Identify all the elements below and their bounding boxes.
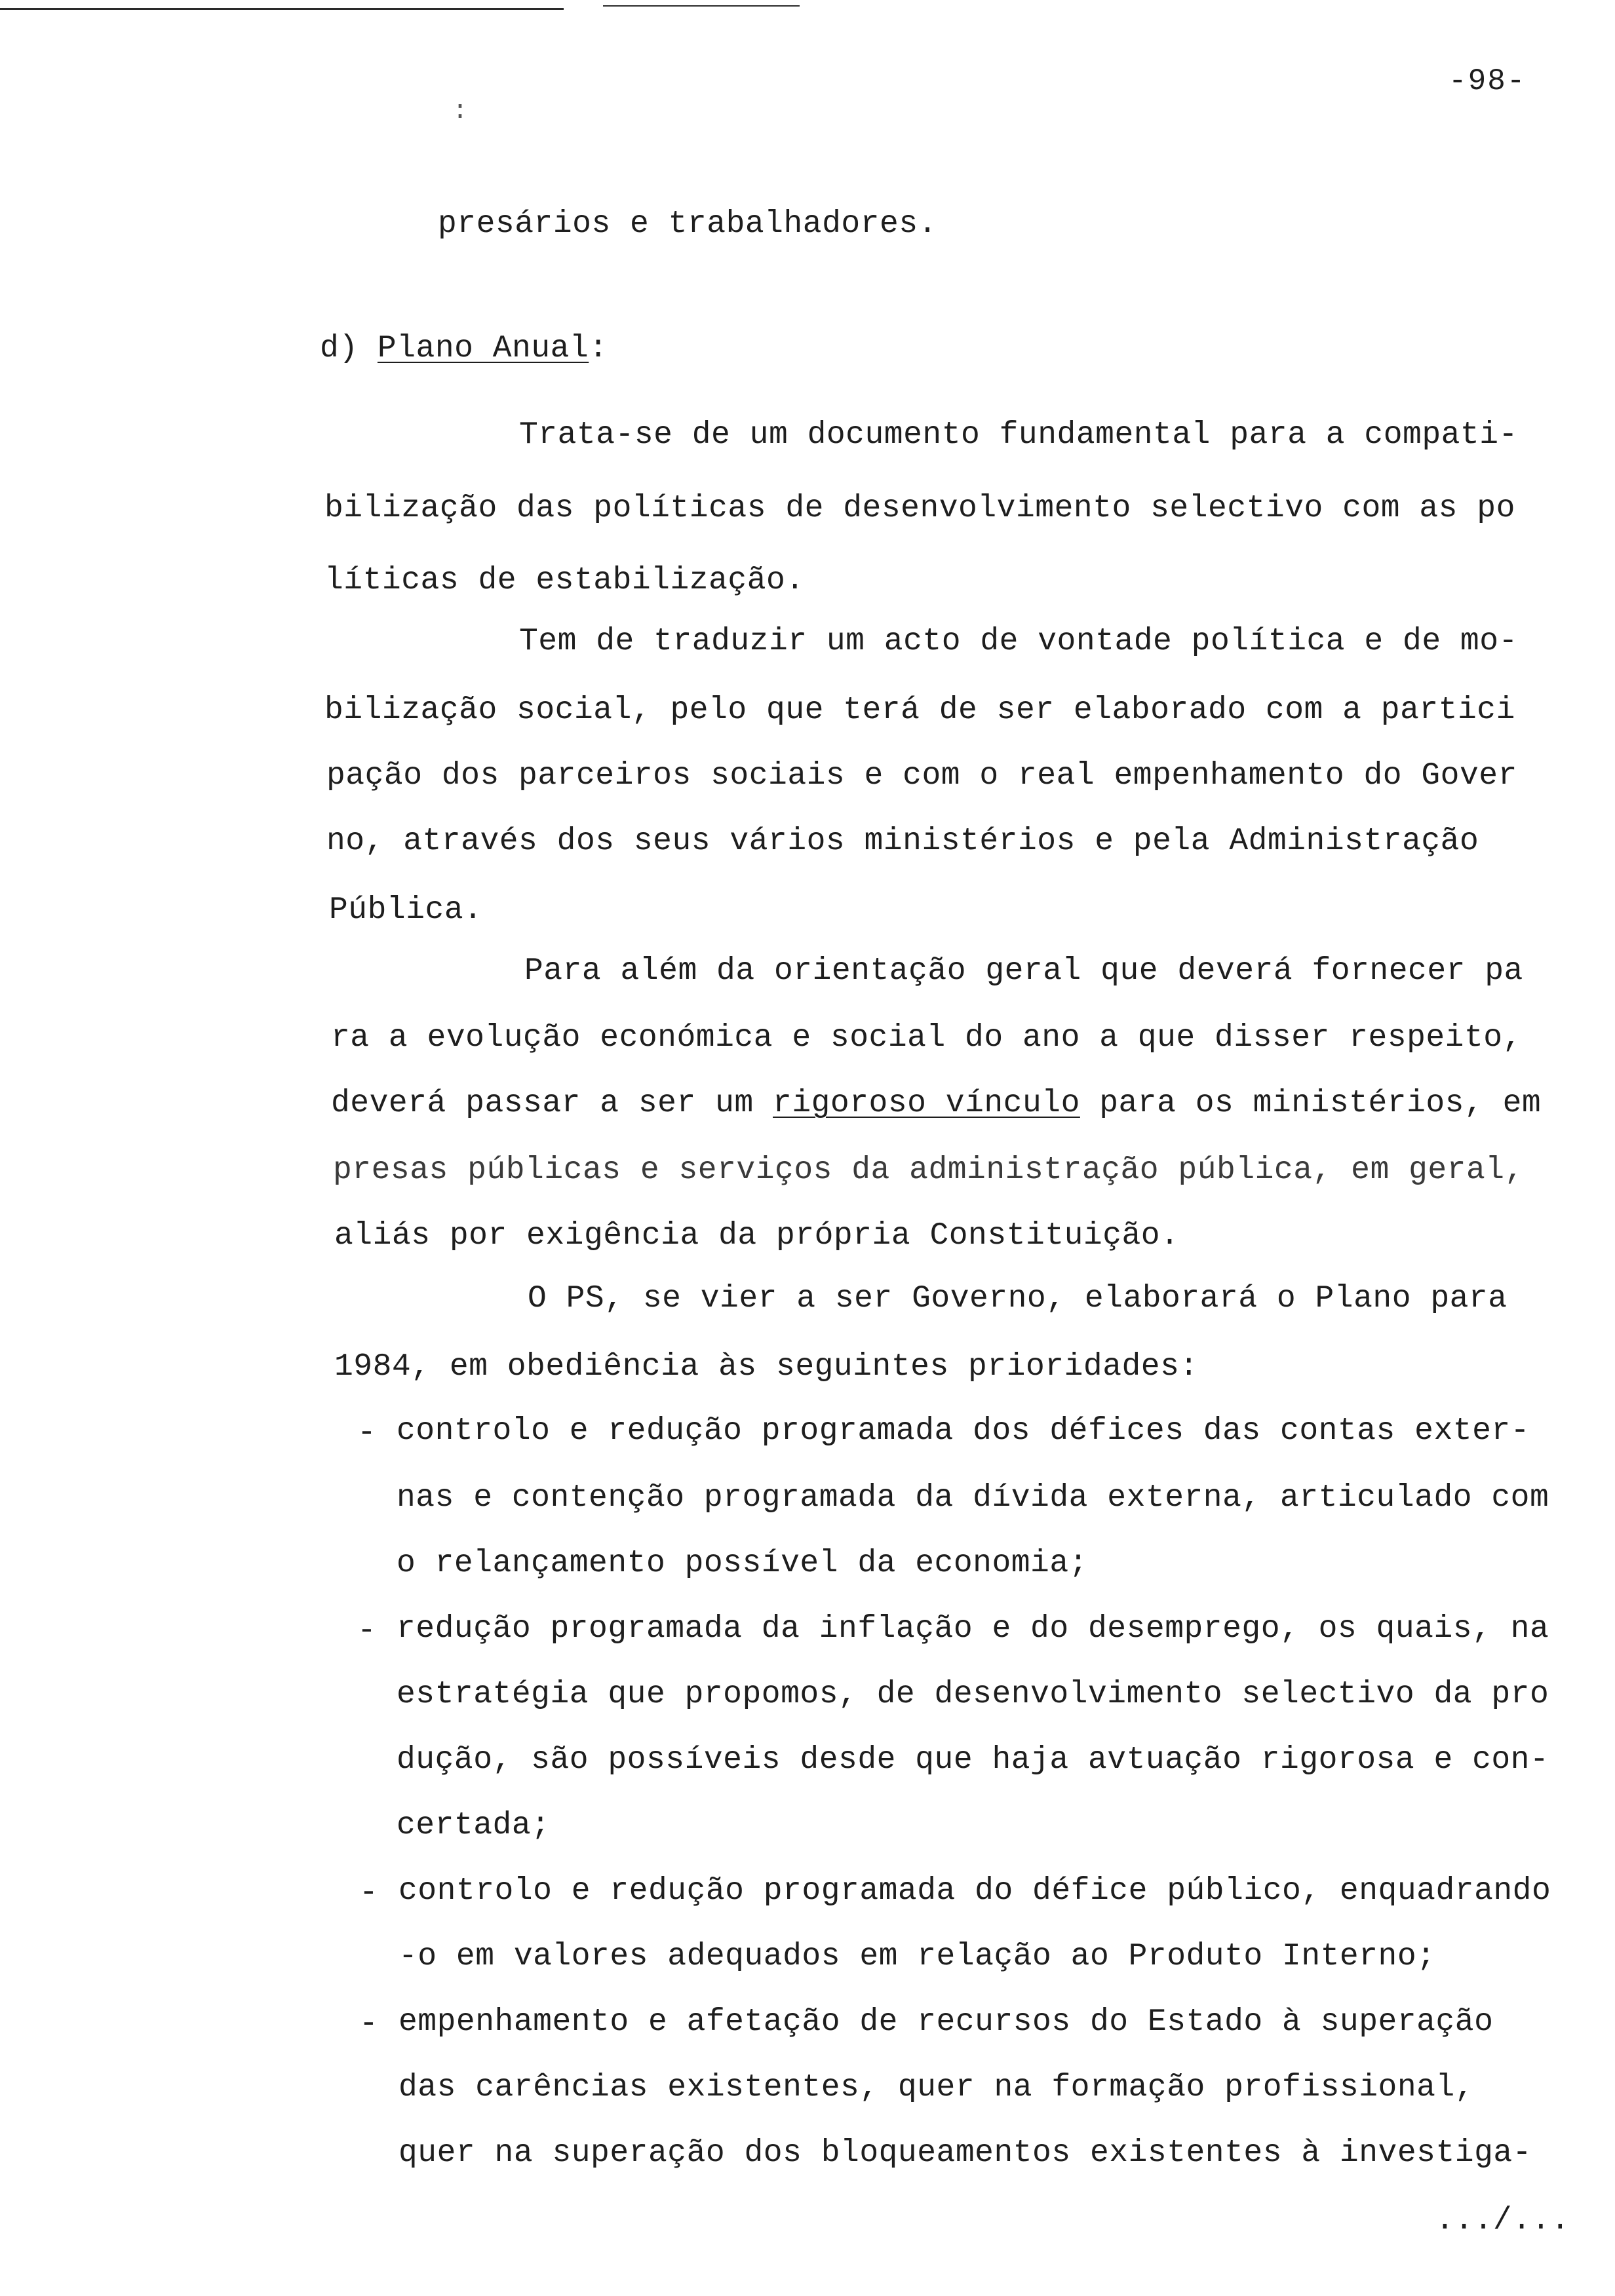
bullet1-line1: controlo e redução programada dos défices das contas exter-	[397, 1413, 1530, 1449]
paragraph1-line1: Trata-se de um documento fundamental para a compati-	[519, 417, 1518, 453]
paragraph2-line5: Pública.	[329, 892, 483, 928]
bullet3-line2: -o em valores adequados em relação ao Produto Interno;	[399, 1939, 1436, 1974]
paragraph2-line2: bilização social, pelo que terá de ser elaborado com a partici	[324, 693, 1515, 728]
section-suffix: :	[589, 331, 608, 366]
paragraph3-line5: aliás por exigência da própria Constituição.	[334, 1218, 1180, 1253]
bullet2-line2: estratégia que propomos, de desenvolvimento selectivo da pro	[397, 1677, 1549, 1712]
paragraph3-line3-after: para os ministérios, em	[1080, 1086, 1542, 1121]
paragraph2-line1: Tem de traduzir um acto de vontade política e de mo-	[519, 624, 1518, 659]
paragraph1-line3: líticas de estabilização.	[324, 563, 805, 598]
intro-line: presários e trabalhadores.	[438, 206, 937, 242]
page-number: -98-	[1449, 64, 1527, 98]
paragraph3-line2: ra a evolução económica e social do ano a que disser respeito,	[331, 1020, 1522, 1056]
paragraph3-line3	[331, 1088, 1541, 1119]
bullet2-line3: dução, são possíveis desde que haja avtuação rigorosa e con-	[397, 1742, 1549, 1778]
bullet2-line4: certada;	[397, 1808, 551, 1843]
bullet-marker: -	[357, 1613, 376, 1649]
stray-mark: :	[452, 97, 469, 126]
paragraph3-line3-before: deverá passar a ser um	[331, 1086, 773, 1121]
bullet-marker: -	[357, 1415, 376, 1451]
underlined-phrase: rigoroso vínculo	[773, 1086, 1080, 1121]
continuation-mark: .../...	[1435, 2203, 1570, 2238]
bullet1-line2: nas e contenção programada da dívida externa, articulado com	[397, 1480, 1549, 1516]
paragraph2-line4: no, através dos seus vários ministérios e pela Administração	[326, 824, 1479, 859]
paragraph1-line2: bilização das políticas de desenvolvimento selectivo com as po	[324, 491, 1515, 526]
section-title: Plano Anual	[377, 331, 589, 366]
bullet2-line1: redução programada da inflação e do desemprego, os quais, na	[397, 1611, 1549, 1647]
bullet4-line2: das carências existentes, quer na formação profissional,	[399, 2070, 1475, 2105]
bullet4-line1: empenhamento e afetação de recursos do Estado à superação	[399, 2004, 1494, 2040]
bullet3-line1: controlo e redução programada do défice público, enquadrando	[399, 1873, 1551, 1909]
top-rule-left	[0, 8, 564, 10]
paragraph3-line4: presas públicas e serviços da administração pública, em geral,	[333, 1153, 1524, 1188]
bullet4-line3: quer na superação dos bloqueamentos existentes à investiga-	[399, 2135, 1532, 2171]
section-prefix: d)	[320, 331, 378, 366]
section-heading	[320, 333, 608, 364]
paragraph4-line2: 1984, em obediência às seguintes prioridades:	[334, 1349, 1199, 1385]
paragraph3-line1: Para além da orientação geral que deverá fornecer pa	[524, 953, 1523, 989]
bullet-marker: -	[359, 1875, 378, 1911]
bullet1-line3: o relançamento possível da economia;	[397, 1546, 1088, 1581]
bullet-marker: -	[359, 2006, 378, 2042]
paragraph4-line1: O PS, se vier a ser Governo, elaborará o Plano para	[528, 1281, 1508, 1316]
top-rule-right	[603, 5, 800, 7]
paragraph2-line3: pação dos parceiros sociais e com o real empenhamento do Gover	[326, 758, 1517, 794]
